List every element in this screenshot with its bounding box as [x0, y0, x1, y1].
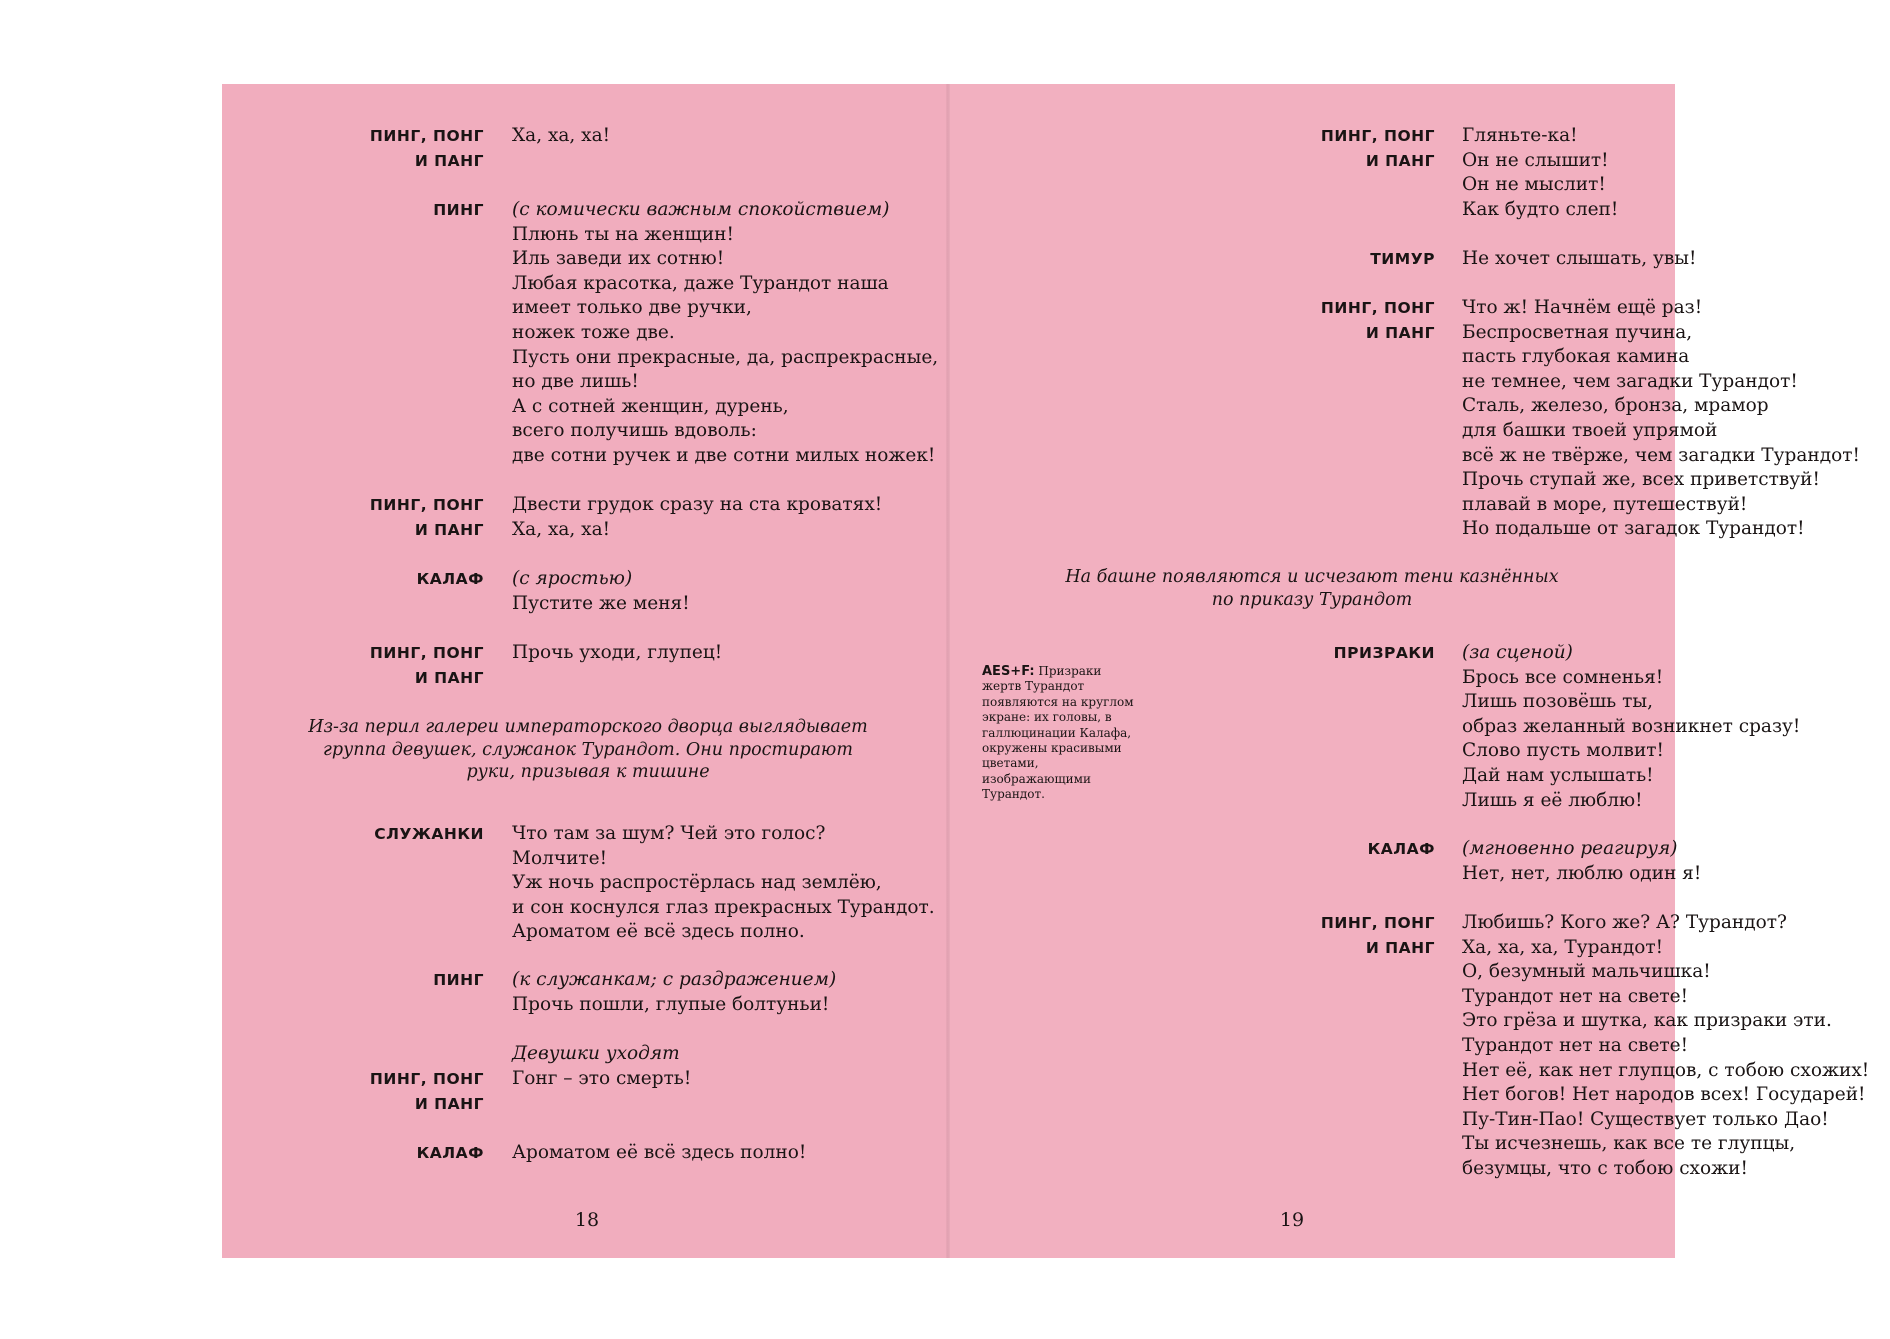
lyric-line: всего получишь вдоволь:	[512, 420, 757, 442]
stage-direction: (мгновенно реагируя)	[1462, 838, 1678, 859]
lyric-line: Не хочет слышать, увы!	[1462, 248, 1697, 269]
right-page	[949, 84, 1870, 1258]
speaker-name: КАЛАФ	[416, 1144, 484, 1162]
lyric-line: Прочь пошли, глупые болтуньи!	[512, 993, 830, 1015]
lyric-line: Но подальше от загадок Турандот!	[1462, 518, 1805, 540]
stage-direction: (с комически важным спокойствием)	[512, 199, 890, 220]
lyric-line: Молчите!	[512, 847, 608, 869]
lyric-line: Как будто слеп!	[1462, 198, 1619, 220]
note-label: AES+F:	[982, 664, 1035, 679]
stage-direction-line: группа девушек, служанок Турандот. Они простирают	[323, 739, 853, 760]
lyric-line: Нет её, как нет глупцов, с тобою схожих!	[1462, 1059, 1870, 1081]
lyric-line: Он не слышит!	[1462, 149, 1609, 171]
left-page	[222, 84, 948, 1258]
lyric-line: Любишь? Кого же? А? Турандот?	[1462, 912, 1787, 933]
lyric-line: но две лишь!	[512, 371, 639, 393]
lyric-line: Уж ночь распростёрлась над землёю,	[512, 872, 882, 894]
lyric-line: Турандот нет на свете!	[1462, 985, 1689, 1007]
stage-direction: (за сценой)	[1462, 642, 1573, 663]
lyric-line: и сон коснулся глаз прекрасных Турандот.	[512, 896, 935, 918]
lyric-line: Ха, ха, ха!	[512, 125, 611, 146]
lyric-line: Пу-Тин-Пао! Существует только Дао!	[1462, 1108, 1829, 1130]
speaker-name: КАЛАФ	[1367, 840, 1435, 858]
lyric-line: Что ж! Начнём ещё раз!	[1462, 297, 1703, 318]
speaker-name: ПИНГ, ПОНГ И ПАНГ	[369, 644, 484, 687]
aesf-side-note	[982, 664, 1142, 803]
speaker-name: ПИНГ	[433, 971, 484, 989]
lyric-line: Пустите же меня!	[512, 592, 690, 614]
lyric-line: для башки твоей упрямой	[1462, 419, 1718, 441]
speaker-name: ПИНГ, ПОНГ И ПАНГ	[369, 496, 484, 539]
lyric-line: ножек тоже две.	[512, 321, 675, 343]
booklet-spread	[222, 84, 1870, 1258]
page-gutter	[946, 84, 950, 1258]
lyric-line: О, безумный мальчишка!	[1462, 961, 1711, 983]
lyric-line: Гляньте-ка!	[1462, 125, 1578, 146]
stage-direction-line: Из-за перил галереи императорского дворца выглядывает	[308, 717, 868, 737]
stage-direction-line: руки, призывая к тишине	[466, 762, 710, 782]
lyric-line: Ха, ха, ха!	[512, 518, 611, 540]
speaker-name: СЛУЖАНКИ	[374, 825, 484, 843]
lyric-line: Плюнь ты на женщин!	[512, 223, 734, 245]
lyric-line: не темнее, чем загадки Турандот!	[1462, 370, 1798, 392]
note-text: Призраки жертв Турандот появляются на круглом экране: их головы, в галлюцинации Калафа, окружены красивыми цветами, изображающими Турандот.	[982, 664, 1134, 802]
lyric-line: Прочь уходи, глупец!	[512, 642, 723, 663]
lyric-line: Ты исчезнешь, как все те глупцы,	[1462, 1133, 1796, 1155]
lyric-line: Дай нам услышать!	[1462, 764, 1654, 786]
lyric-line: Нет богов! Нет народов всех! Государей!	[1462, 1084, 1866, 1106]
stage-direction	[222, 716, 954, 784]
lyric-line: Ароматом её всё здесь полно!	[512, 1142, 807, 1163]
lyric-line: безумцы, что с тобою схожи!	[1462, 1157, 1748, 1179]
lyric-line: Двести грудок сразу на ста кроватях!	[512, 494, 883, 515]
lyric-line: Беспросветная пучина,	[1462, 321, 1693, 343]
lyric-line: А с сотней женщин, дурень,	[512, 395, 789, 417]
lyric-line: образ желанный возникнет сразу!	[1462, 715, 1801, 737]
lyric-line: Нет, нет, люблю один я!	[1462, 862, 1702, 884]
lyric-line: Ха, ха, ха, Турандот!	[1462, 936, 1664, 958]
stage-direction: Девушки уходят	[512, 1043, 680, 1064]
lyric-line: Брось все сомненья!	[1462, 666, 1664, 688]
lyric-line: Слово пусть молвит!	[1462, 740, 1664, 762]
lyric-line: Лишь я её люблю!	[1462, 789, 1643, 811]
lyric-line: всё ж не твёрже, чем загадки Турандот!	[1462, 444, 1860, 466]
speaker-name: КАЛАФ	[416, 570, 484, 588]
speaker-name: ПИНГ	[433, 201, 484, 219]
lyric-line: Турандот нет на свете!	[1462, 1034, 1689, 1056]
speaker-name: ПРИЗРАКИ	[1333, 644, 1435, 662]
lyric-line: Он не мыслит!	[1462, 174, 1606, 196]
lyric-line: имеет только две ручки,	[512, 297, 752, 319]
lyric-line: Гонг – это смерть!	[512, 1068, 692, 1089]
lyric-line: две сотни ручек и две сотни милых ножек!	[512, 444, 936, 466]
lyric-line: Любая красотка, даже Турандот наша	[512, 272, 889, 294]
lyric-line: пасть глубокая камина	[1462, 346, 1690, 368]
stage-direction: (к служанкам; с раздражением)	[512, 969, 837, 990]
page-number: 19	[1279, 1209, 1305, 1231]
speaker-name: ПИНГ, ПОНГ И ПАНГ	[1320, 914, 1435, 957]
stage-direction-line: по приказу Турандот	[1211, 589, 1413, 610]
stage-direction: (с яростью)	[512, 568, 633, 589]
lyric-line: Прочь ступай же, всех приветствуй!	[1462, 469, 1820, 491]
lyric-line: Что там за шум? Чей это голос?	[512, 823, 826, 844]
speaker-name: ПИНГ, ПОНГ И ПАНГ	[1320, 127, 1435, 170]
speaker-name: ПИНГ, ПОНГ И ПАНГ	[369, 1070, 484, 1113]
speaker-name: ТИМУР	[1370, 250, 1435, 268]
lyric-line: Пусть они прекрасные, да, распрекрасные,	[512, 346, 939, 368]
speaker-name: ПИНГ, ПОНГ И ПАНГ	[1320, 299, 1435, 342]
lyric-line: Иль заведи их сотню!	[512, 248, 725, 270]
lyric-line: Сталь, железо, бронза, мрамор	[1462, 395, 1769, 417]
lyric-line: Это грёза и шутка, как призраки эти.	[1462, 1010, 1832, 1032]
speaker-name: ПИНГ, ПОНГ И ПАНГ	[369, 127, 484, 170]
lyric-line: плавай в море, путешествуй!	[1462, 493, 1748, 515]
page-number: 18	[574, 1209, 600, 1231]
stage-direction	[949, 566, 1675, 611]
lyric-line: Лишь позовёшь ты,	[1462, 691, 1653, 713]
stage-direction-line: На башне появляются и исчезают тени казнённых	[1065, 567, 1559, 587]
lyric-line: Ароматом её всё здесь полно.	[512, 921, 805, 943]
